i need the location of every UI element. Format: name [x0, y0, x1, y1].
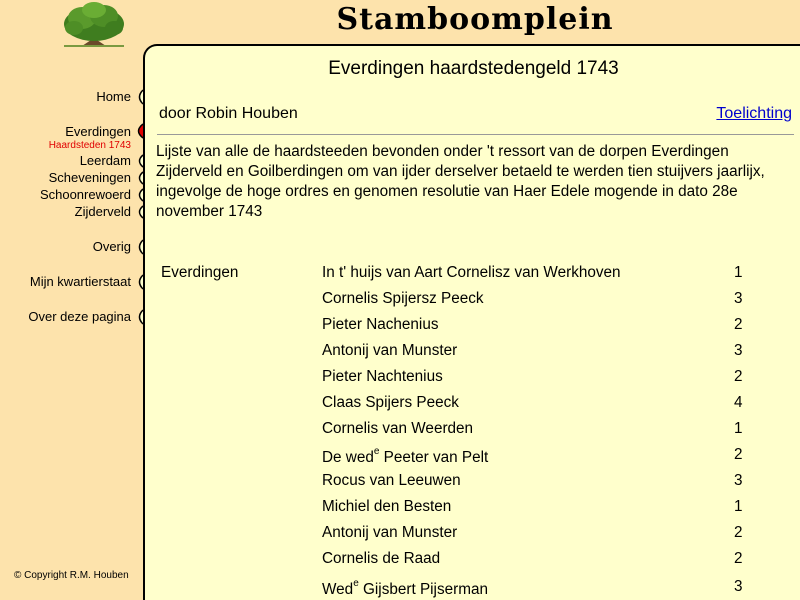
sidebar-nav: [0, 0, 145, 600]
nav-everdingen[interactable]: Everdingen: [65, 124, 131, 139]
name-text: Pieter Nachenius: [322, 316, 439, 333]
hearth-count: 3: [734, 472, 743, 489]
name-superscript: e: [353, 578, 359, 589]
name-text: Wed: [322, 581, 354, 599]
name-text-rest: Gijsbert Pijserman: [358, 581, 488, 599]
hearth-count: 2: [734, 550, 743, 567]
name-text: Cornelis Spijersz Peeck: [322, 290, 484, 307]
nav-zijderveld[interactable]: Zijderveld: [74, 204, 131, 219]
household-name: [322, 524, 457, 542]
hearth-count: 3: [734, 578, 743, 595]
nav-kwartierstaat[interactable]: Mijn kwartierstaat: [29, 274, 131, 289]
household-name: [322, 498, 451, 516]
nav-overig[interactable]: Overig: [92, 239, 131, 254]
hearth-count: 4: [734, 394, 743, 411]
name-text: Cornelis de Raad: [322, 550, 441, 567]
hearth-count: 2: [734, 316, 743, 333]
site-title: Stamboomplein: [336, 2, 614, 37]
nav-over[interactable]: Over deze pagina: [28, 309, 131, 324]
household-name: [322, 448, 488, 467]
hearth-count: 1: [734, 498, 743, 515]
hearth-count: 1: [734, 420, 743, 437]
name-text: Antonij van Munster: [322, 342, 458, 359]
name-superscript: e: [373, 446, 380, 457]
content-panel: [143, 44, 800, 600]
household-name: [322, 290, 484, 308]
name-text-rest: Peeter van Pelt: [379, 449, 489, 467]
divider: [157, 134, 794, 135]
household-name: [322, 342, 457, 360]
hearth-count: 1: [734, 264, 743, 281]
hearth-count: 3: [734, 342, 743, 359]
name-text: Pieter Nachtenius: [322, 368, 443, 385]
household-name: [322, 550, 440, 568]
name-text: De wed: [322, 449, 374, 467]
hearth-count: 2: [734, 368, 743, 385]
household-name: [322, 368, 443, 386]
hearth-count: 2: [734, 524, 743, 541]
household-name: [322, 264, 621, 282]
household-name: [322, 316, 439, 334]
household-name: [322, 420, 473, 438]
nav-leerdam[interactable]: Leerdam: [79, 153, 131, 168]
name-text: Cornelis van Weerden: [322, 420, 474, 437]
nav-sub-haardsteden[interactable]: Haardsteden 1743: [48, 140, 131, 151]
place-label: Everdingen: [161, 264, 239, 281]
copyright-text: © Copyright R.M. Houben: [14, 570, 129, 581]
hearth-count: 2: [734, 446, 743, 463]
name-text: Antonij van Munster: [322, 524, 458, 541]
name-text: In t' huijs van Aart Cornelisz van Werkhoven: [322, 264, 621, 281]
hearth-count: 3: [734, 290, 743, 307]
nav-schoonrewoerd[interactable]: Schoonrewoerd: [39, 187, 131, 202]
name-text: Rocus van Leeuwen: [322, 472, 461, 489]
page-title: Everdingen haardstedengeld 1743: [328, 58, 619, 79]
household-name: [322, 580, 488, 599]
nav-home[interactable]: Home: [96, 89, 131, 104]
name-text: Michiel den Besten: [322, 498, 452, 515]
author-text: door Robin Houben: [159, 105, 298, 122]
household-name: [322, 472, 461, 490]
intro-text: Lijste van alle de haardsteeden bevonden onder 't ressort van de dorpen Everdingen Zijderveld en Goilberdingen om van ijder derselver betaeld te werden tien stuijvers jaarlijx, ingevolge de hoge ordres en genomen resolutie van Haer Edele mogende in dato 28e november 1743: [156, 143, 765, 220]
nav-scheveningen[interactable]: Scheveningen: [48, 170, 131, 185]
toelichting-link[interactable]: Toelichting: [716, 105, 792, 122]
household-name: [322, 394, 459, 412]
name-text: Claas Spijers Peeck: [322, 394, 459, 411]
